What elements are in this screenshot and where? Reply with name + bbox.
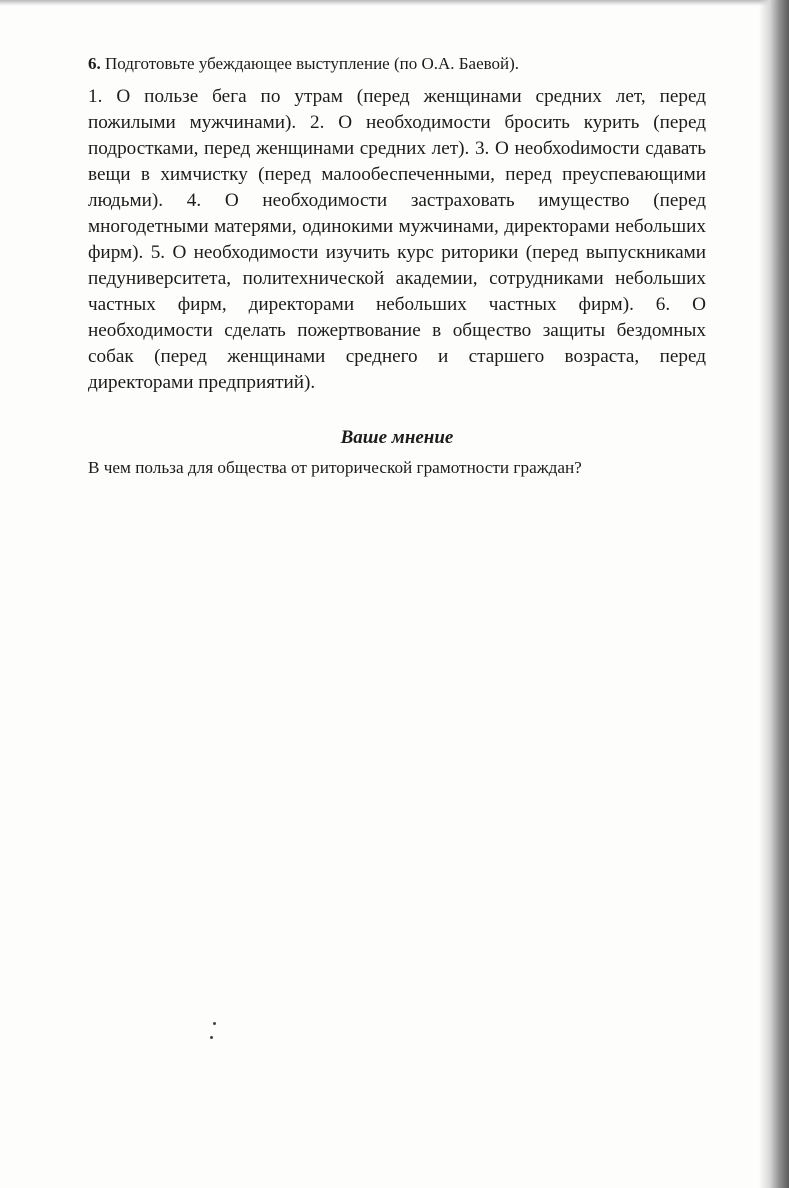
page-content (88, 52, 706, 480)
opinion-title: Ваше мнение (340, 427, 454, 448)
opinion-question: В чем польза для общества от риторической грамотности граждан? (88, 458, 582, 477)
scan-speck (210, 1036, 213, 1039)
book-spine-shadow (759, 0, 789, 1188)
scan-top-edge (0, 0, 789, 6)
task-number: 6. (88, 54, 101, 73)
scan-speck (213, 1022, 216, 1025)
task-body: 1. О пользе бега по утрам (перед женщинами средних лет, перед пожилыми мужчинами). 2. О необходимости бросить курить (перед подростками, перед женщинами средних лет). 3. О необхоdимости сдавать вещи в химчистку (перед малообеспеченными, перед преуспевающими людьми). 4. О необходимости застраховать имущество (перед многодетными матерями, одинокими мужчинами, директорами небольших фирм). 5. О необходимости изучить курс риторики (перед выпускниками педуниверситета, политехнической академии, сотрудниками небольших частных фирм, директорами небольших частных фирм). 6. О необходимости сделать пожертвование в общество защиты бездомных собак (перед женщинами среднего и старшего возраста, перед директорами предприятий). (88, 86, 706, 393)
task-heading (88, 52, 706, 76)
task-instruction: Подготовьте убеждающее выступление (по О.А. Баевой). (105, 54, 520, 73)
